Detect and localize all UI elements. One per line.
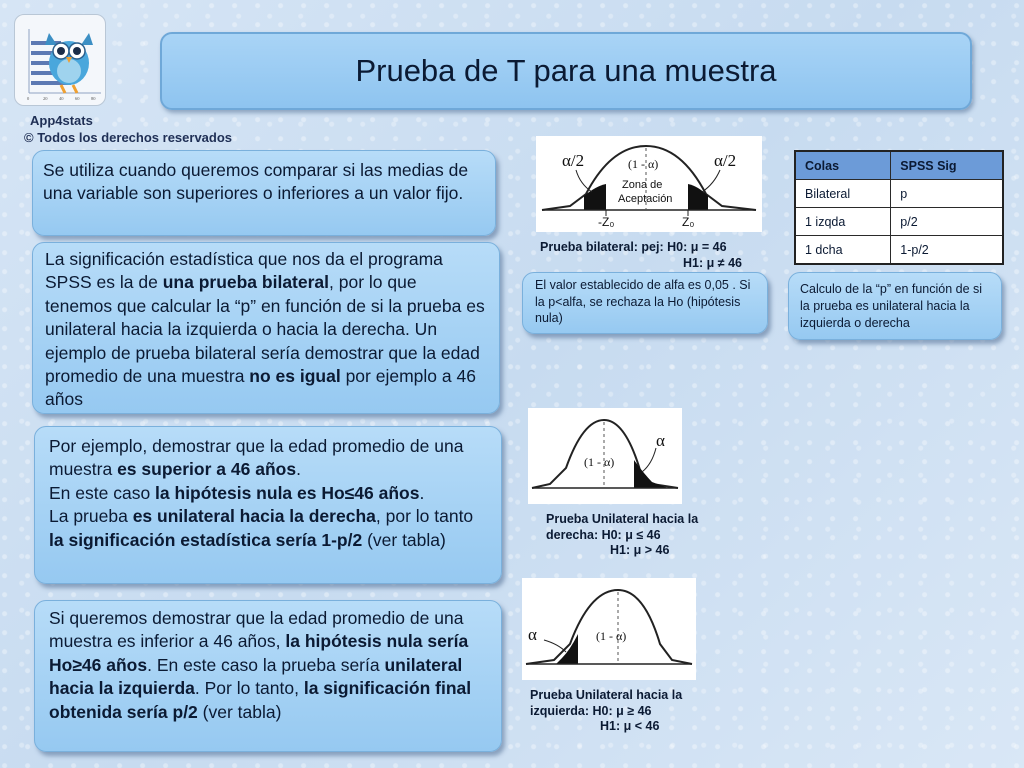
alpha-label: α [656,431,665,450]
z-left-label: -Z₀ [598,215,615,229]
right-tail-plot [528,408,682,504]
svg-text:40: 40 [59,96,64,101]
bilateral-text-1: La significación estadística que nos da el programa SPSS es la de [45,249,443,293]
intro-bubble [32,150,496,236]
right-text-3: En este caso [49,482,156,503]
alpha-right-label: α/2 [714,151,737,170]
right-text-6: , por lo tanto [375,506,474,527]
right-tail-caption [546,512,746,559]
header-colas: Colas [795,151,891,180]
bilateral-text-2: , por lo que tenemos que calcular la “p” en función de si la prueba es unilateral hacia la izquierda o hacia la derecha. Un ejemplo de prueba bilateral sería demostrar que la edad promedio de una muestra [45,272,485,387]
table-cell: Bilateral [795,180,891,208]
center-label: (1 - α) [584,455,615,469]
header-spss-sig: SPSS Sig [891,151,1003,180]
zone-label-1: Zona de [622,179,663,191]
svg-text:20: 20 [43,96,48,101]
zone-label-2: Aceptación [618,193,673,205]
left-text-1: Si queremos demostrar que la edad promedio de una muestra es inferior a 46 años, [49,608,464,652]
table-row [795,208,1003,236]
brand-block [24,112,232,146]
right-text-5: La prueba [49,506,133,527]
bilateral-caption-line1: Prueba bilateral: pej: H0: μ = 46 [540,240,727,254]
calc-note [788,272,1002,340]
right-text-2: . [296,459,301,480]
table-row [795,236,1003,265]
page-title [160,32,972,110]
table-cell: 1 izqda [795,208,891,236]
z-right-label: Z₀ [682,215,695,229]
right-text-7: (ver tabla) [362,529,446,550]
bilateral-bold-1: una prueba bilateral [162,272,330,293]
table-cell: p [891,180,1003,208]
left-text-4: (ver tabla) [197,701,282,722]
right-caption-line3: H1: μ > 46 [610,543,670,557]
bilateral-plot [536,136,762,232]
bilateral-text-3: por ejemplo a 46 años [45,366,476,410]
right-bold-3: es unilateral hacia la derecha [132,506,376,527]
left-text-3: . Por lo tanto, [194,678,304,699]
left-tail-plot [522,578,696,680]
left-text-2: . En este caso la prueba sería [147,654,385,675]
bell-curve-right-icon [528,408,682,504]
app-logo [14,14,106,106]
svg-text:80: 80 [91,96,96,101]
right-text-4: . [419,482,425,503]
svg-text:0: 0 [27,96,30,101]
left-tail-bubble [34,600,502,752]
calc-note-text: Calculo de la “p” en función de si la prueba es unilateral hacia la izquierda o derecha [800,282,983,330]
alpha-note [522,272,768,334]
left-bold-2: unilateral hacia la izquierda [49,654,463,699]
left-caption-line3: H1: μ < 46 [600,719,660,733]
alpha-left-label: α/2 [562,151,585,170]
right-bold-1: es superior a 46 años [117,459,297,480]
center-label: (1 - α) [628,157,659,171]
bell-curve-bilateral-icon [536,136,762,232]
bell-curve-left-icon [522,578,696,680]
bilateral-bold-2: no es igual [249,366,341,387]
alpha-label: α [528,625,537,644]
alpha-note-text: El valor establecido de alfa es 0,05 . Si la p<alfa, se rechaza la Ho (hipótesis nula) [535,278,751,325]
right-tail-bubble [34,426,502,584]
bilateral-caption [540,240,762,271]
brand-copyright: © Todos los derechos reservados [24,130,233,145]
table-header-row [795,151,1003,180]
right-bold-2: la hipótesis nula es Ho≤46 años [155,482,420,503]
intro-text: Se utiliza cuando queremos comparar si las medias de una variable son superiores o inferiores a un valor fijo. [43,160,469,203]
bilateral-caption-line2: H1: μ ≠ 46 [683,255,742,270]
svg-text:60: 60 [75,96,80,101]
left-caption-line2: izquierda: H0: μ ≥ 46 [530,703,652,718]
right-bold-4: la significación estadística sería 1-p/2 [49,529,363,550]
left-tail-caption [530,688,730,735]
left-bold-1: la hipótesis nula sería Ho≥46 años [49,631,469,675]
brand-name: App4stats [30,113,93,128]
right-caption-line2: derecha: H0: μ ≤ 46 [546,527,661,542]
table-cell: 1 dcha [795,236,891,265]
significance-table [794,150,1004,262]
bilateral-bubble [32,242,500,414]
table-cell: 1-p/2 [891,236,1003,265]
page-title-text: Prueba de T para una muestra [355,53,777,88]
right-text-1: Por ejemplo, demostrar que la edad promedio de una muestra [49,436,464,480]
center-label: (1 - α) [596,629,627,643]
left-caption-line1: Prueba Unilateral hacia la [530,688,683,702]
left-bold-3: la significación final obtenida sería p/2 [49,678,472,722]
table-cell: p/2 [891,208,1003,236]
right-caption-line1: Prueba Unilateral hacia la [546,512,699,526]
table-row [795,180,1003,208]
owl-logo-icon [15,15,107,107]
